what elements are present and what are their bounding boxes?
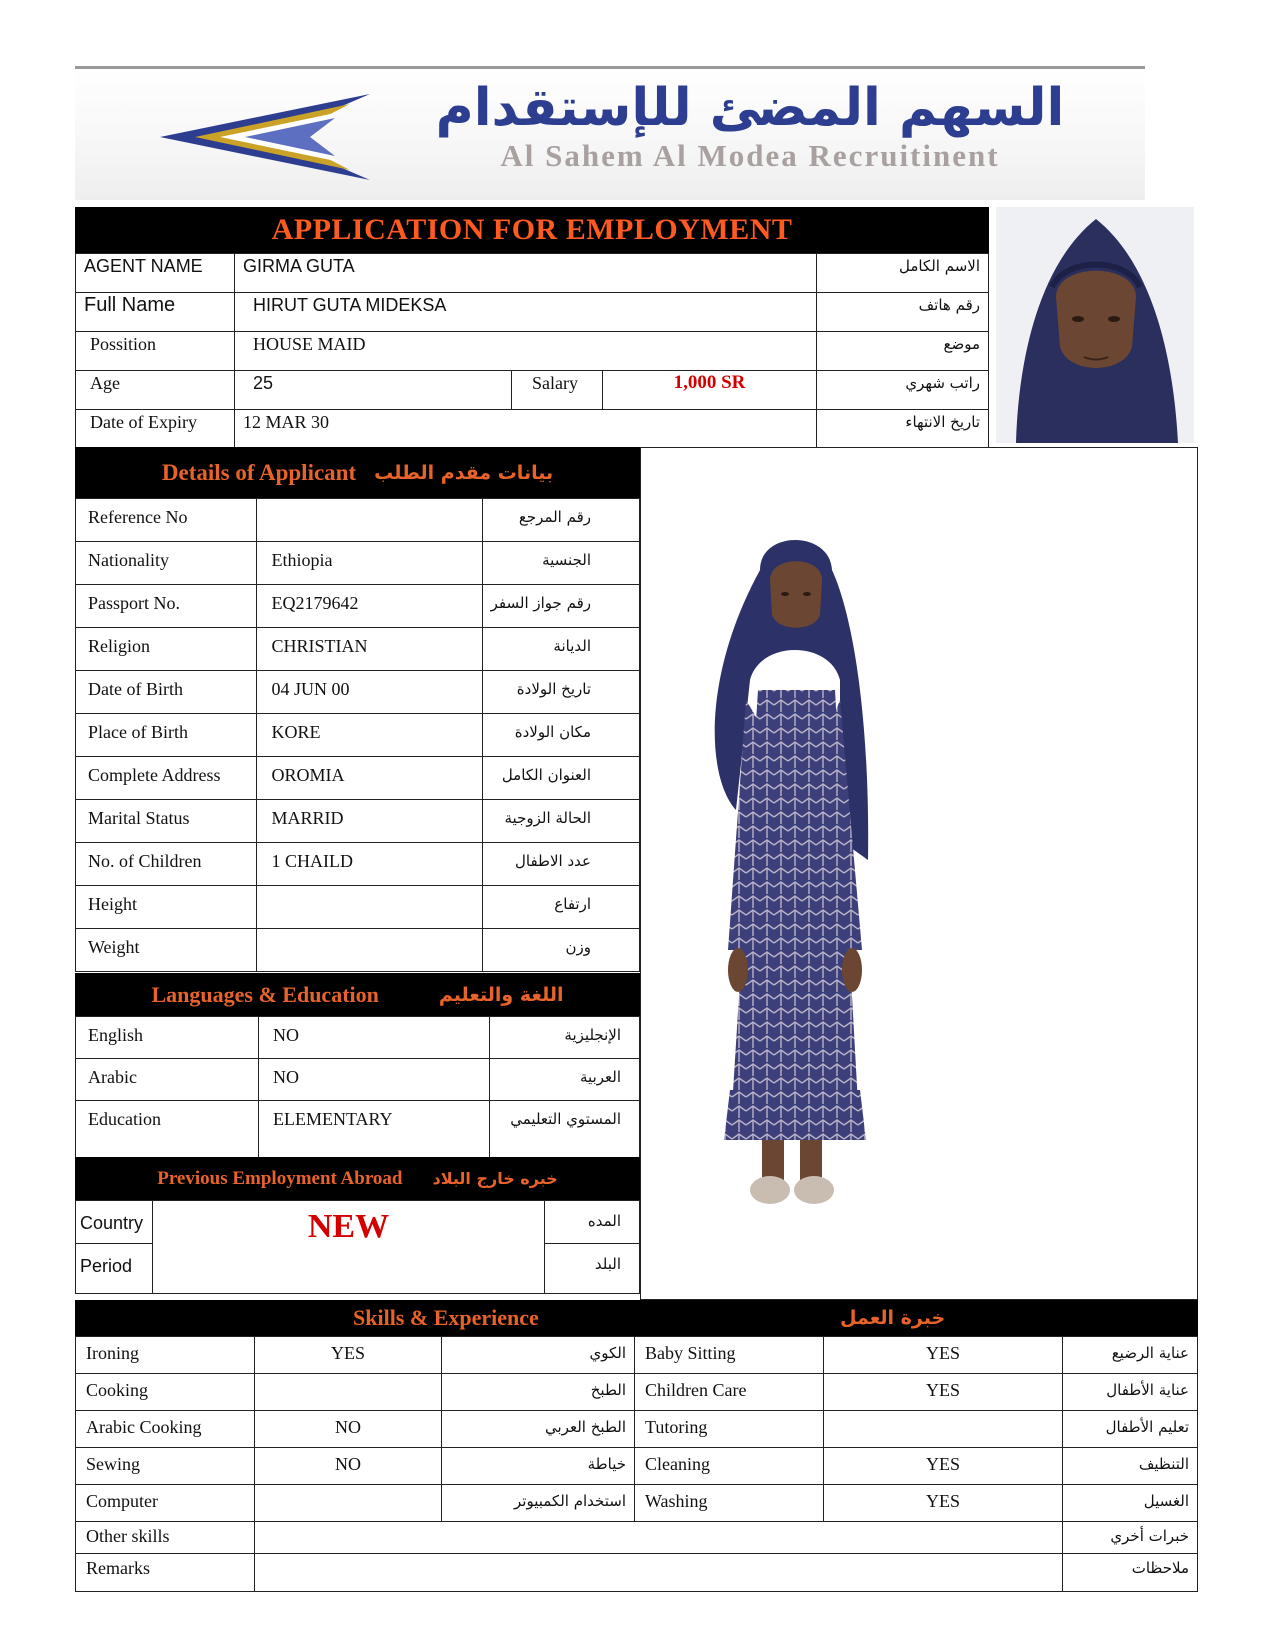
- applicant-portrait-photo: [996, 207, 1194, 443]
- details-value: EQ2179642: [257, 585, 482, 628]
- details-label: Nationality: [76, 542, 257, 585]
- languages-value: NO: [259, 1017, 490, 1059]
- languages-value: NO: [259, 1059, 490, 1101]
- details-value: OROMIA: [257, 757, 482, 800]
- skill-value: NO: [255, 1448, 442, 1485]
- languages-label: Arabic: [76, 1059, 259, 1101]
- salary-label-ar: راتب شهري: [817, 371, 989, 410]
- details-label: Complete Address: [76, 757, 257, 800]
- details-label-ar: الحالة الزوجية: [482, 800, 639, 843]
- skill-value: YES: [824, 1485, 1063, 1522]
- skill-label-ar: الكوي: [442, 1337, 635, 1374]
- skill-label-ar: خبرات أخري: [1063, 1522, 1198, 1554]
- details-row: [76, 542, 640, 585]
- period-label: Period: [76, 1244, 153, 1294]
- skill-label: Washing: [635, 1485, 824, 1522]
- previous-title-en: Previous Employment Abroad: [157, 1167, 403, 1189]
- skill-value: YES: [824, 1448, 1063, 1485]
- skills-title-en: Skills & Experience: [353, 1305, 539, 1330]
- details-row: [76, 714, 640, 757]
- skill-label: Cooking: [76, 1374, 255, 1411]
- country-row: [76, 1201, 640, 1244]
- details-label-ar: الجنسية: [482, 542, 639, 585]
- details-value: 04 JUN 00: [257, 671, 482, 714]
- languages-label-ar: الإنجليزية: [490, 1017, 640, 1059]
- details-value: Ethiopia: [257, 542, 482, 585]
- skill-label: Children Care: [635, 1374, 824, 1411]
- details-label: Marital Status: [76, 800, 257, 843]
- skill-label-ar: استخدام الكمبيوتر: [442, 1485, 635, 1522]
- details-value: CHRISTIAN: [257, 628, 482, 671]
- details-label-ar: تاريخ الولادة: [482, 671, 639, 714]
- details-label-ar: وزن: [482, 929, 639, 972]
- languages-title-ar: اللغة والتعليم: [438, 983, 564, 1006]
- skills-remarks-row: [76, 1554, 1198, 1592]
- skill-label-ar: الطبخ: [442, 1374, 635, 1411]
- details-label: Religion: [76, 628, 257, 671]
- skill-value: [255, 1485, 442, 1522]
- expiry-label-ar: تاريخ الانتهاء: [817, 410, 989, 449]
- details-row: [76, 499, 640, 542]
- details-label-ar: عدد الاطفال: [482, 843, 639, 886]
- company-name-english: Al Sahem Al Modea Recruitinent: [500, 138, 1000, 173]
- agent-label-ar: الاسم الكامل: [817, 254, 989, 293]
- skill-label: Tutoring: [635, 1411, 824, 1448]
- details-row: [76, 800, 640, 843]
- skill-label-ar: الغسيل: [1063, 1485, 1198, 1522]
- details-label-ar: العنوان الكامل: [482, 757, 639, 800]
- skill-label-ar: ملاحظات: [1063, 1554, 1198, 1592]
- skill-label-ar: التنظيف: [1063, 1448, 1198, 1485]
- salary-value: 1,000 SR: [603, 371, 817, 410]
- details-label: Date of Birth: [76, 671, 257, 714]
- details-row: [76, 929, 640, 972]
- skill-value: [824, 1411, 1063, 1448]
- company-logo-icon: [150, 82, 380, 192]
- details-label-ar: الديانة: [482, 628, 639, 671]
- position-value: HOUSE MAID: [235, 332, 817, 371]
- skill-label: Sewing: [76, 1448, 255, 1485]
- agent-label: AGENT NAME: [76, 254, 235, 293]
- details-label-ar: ارتفاع: [482, 886, 639, 929]
- previous-title-ar: خبره خارج البلاد: [432, 1169, 558, 1188]
- applicant-full-body-photo: [690, 530, 900, 1240]
- position-label: Possition: [76, 332, 235, 371]
- expiry-row: [76, 410, 989, 449]
- details-label: Weight: [76, 929, 257, 972]
- details-label-ar: رقم المرجع: [482, 499, 639, 542]
- languages-label-ar: العربية: [490, 1059, 640, 1101]
- languages-label: Education: [76, 1101, 259, 1158]
- position-label-ar: موضع: [817, 332, 989, 371]
- skill-label: Baby Sitting: [635, 1337, 824, 1374]
- expiry-value: 12 MAR 30: [235, 410, 817, 449]
- skills-row: [76, 1485, 1198, 1522]
- position-row: [76, 332, 989, 371]
- skill-value: YES: [255, 1337, 442, 1374]
- skills-row: [76, 1448, 1198, 1485]
- details-row: [76, 585, 640, 628]
- details-value: [257, 886, 482, 929]
- details-label: No. of Children: [76, 843, 257, 886]
- fullname-label: Full Name: [76, 293, 235, 332]
- country-label: Country: [76, 1201, 153, 1244]
- languages-row: [76, 1017, 640, 1059]
- languages-label: English: [76, 1017, 259, 1059]
- skill-value: [255, 1374, 442, 1411]
- details-label: Reference No: [76, 499, 257, 542]
- skill-value: [255, 1554, 1063, 1592]
- languages-section-header: [75, 973, 640, 1016]
- languages-row: [76, 1101, 640, 1158]
- languages-label-ar: المستوي التعليمي: [490, 1101, 640, 1158]
- salary-label: Salary: [512, 371, 603, 410]
- skill-value: YES: [824, 1374, 1063, 1411]
- skills-section-header: [75, 1300, 1198, 1336]
- top-fields-table: [75, 253, 989, 449]
- agent-value: GIRMA GUTA: [235, 254, 817, 293]
- fullname-value: HIRUT GUTA MIDEKSA: [235, 293, 817, 332]
- details-label: Place of Birth: [76, 714, 257, 757]
- details-title-en: Details of Applicant: [161, 459, 357, 485]
- skills-title-ar: خبرة العمل: [840, 1307, 946, 1329]
- details-row: [76, 843, 640, 886]
- skill-label: Cleaning: [635, 1448, 824, 1485]
- details-value: [257, 499, 482, 542]
- previous-value: NEW: [153, 1201, 545, 1294]
- country-label-ar: المده: [545, 1201, 640, 1244]
- languages-value: ELEMENTARY: [259, 1101, 490, 1158]
- company-name-arabic: السهم المضئ للإستقدام: [435, 78, 1065, 138]
- skill-label: Computer: [76, 1485, 255, 1522]
- details-row: [76, 757, 640, 800]
- details-value: 1 CHAILD: [257, 843, 482, 886]
- details-label-ar: رقم جواز السفر: [482, 585, 639, 628]
- details-label-ar: مكان الولادة: [482, 714, 639, 757]
- age-salary-row: [76, 371, 989, 410]
- previous-table: [75, 1200, 640, 1294]
- skill-label: Other skills: [76, 1522, 255, 1554]
- skills-row: [76, 1411, 1198, 1448]
- details-title-ar: بيانات مقدم الطلب: [374, 461, 554, 484]
- period-label-ar: البلد: [545, 1244, 640, 1294]
- skill-value: [255, 1522, 1063, 1554]
- skill-value: NO: [255, 1411, 442, 1448]
- skill-value: YES: [824, 1337, 1063, 1374]
- details-label: Height: [76, 886, 257, 929]
- agent-row: [76, 254, 989, 293]
- skill-label-ar: خياطة: [442, 1448, 635, 1485]
- details-label: Passport No.: [76, 585, 257, 628]
- age-value: 25: [235, 371, 512, 410]
- languages-title-en: Languages & Education: [151, 981, 379, 1007]
- skill-label: Remarks: [76, 1554, 255, 1592]
- fullname-label-ar: رقم هاتف: [817, 293, 989, 332]
- skills-table: [75, 1336, 1198, 1592]
- skill-label-ar: عناية الرضيع: [1063, 1337, 1198, 1374]
- skill-label: Ironing: [76, 1337, 255, 1374]
- skills-row: [76, 1374, 1198, 1411]
- details-row: [76, 628, 640, 671]
- details-table: [75, 498, 640, 972]
- skill-label-ar: تعليم الأطفال: [1063, 1411, 1198, 1448]
- details-row: [76, 671, 640, 714]
- languages-table: [75, 1016, 640, 1158]
- age-label: Age: [76, 371, 235, 410]
- skill-label-ar: عناية الأطفال: [1063, 1374, 1198, 1411]
- languages-row: [76, 1059, 640, 1101]
- skills-other-row: [76, 1522, 1198, 1554]
- details-value: KORE: [257, 714, 482, 757]
- skill-label-ar: الطبخ العربي: [442, 1411, 635, 1448]
- details-row: [76, 886, 640, 929]
- details-value: [257, 929, 482, 972]
- skills-row: [76, 1337, 1198, 1374]
- skill-label: Arabic Cooking: [76, 1411, 255, 1448]
- details-value: MARRID: [257, 800, 482, 843]
- details-section-header: [75, 447, 640, 498]
- expiry-label: Date of Expiry: [76, 410, 235, 449]
- fullname-row: [76, 293, 989, 332]
- previous-section-header: [75, 1157, 640, 1200]
- form-title: APPLICATION FOR EMPLOYMENT: [75, 207, 989, 253]
